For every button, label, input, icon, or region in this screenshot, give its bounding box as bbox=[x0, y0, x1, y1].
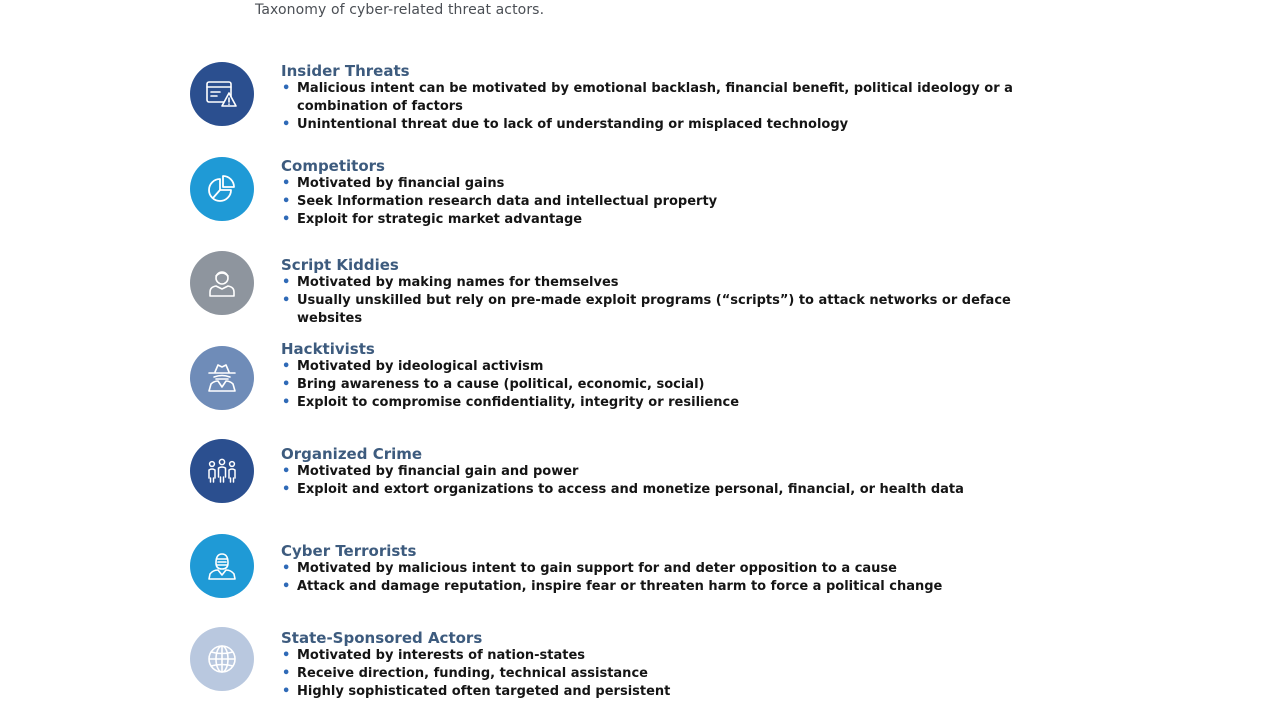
list-item bbox=[281, 463, 1052, 481]
insider-threats-icon-circle bbox=[190, 62, 254, 126]
bullet-text: Receive direction, funding, technical assistance bbox=[297, 666, 648, 681]
pie-chart-icon bbox=[204, 171, 240, 207]
browser-warning-icon bbox=[204, 76, 240, 112]
list-item bbox=[281, 683, 1052, 701]
list-item bbox=[281, 560, 1052, 578]
bullet-dot: • bbox=[282, 666, 291, 681]
bullet-dot: • bbox=[282, 464, 291, 479]
bullet-dot: • bbox=[282, 579, 291, 594]
list-item bbox=[281, 292, 1052, 328]
bullet-text: Highly sophisticated often targeted and persistent bbox=[297, 684, 671, 699]
list-item bbox=[281, 116, 1052, 134]
bullet-text: Motivated by financial gain and power bbox=[297, 464, 579, 479]
bullet-text: Motivated by malicious intent to gain support for and deter opposition to a cause bbox=[297, 561, 897, 576]
organized-crime-content bbox=[281, 445, 1081, 499]
bullet-dot: • bbox=[282, 176, 291, 191]
actor-title: Insider Threats bbox=[281, 62, 410, 80]
masked-person-icon bbox=[204, 548, 240, 584]
bullet-dot: • bbox=[282, 359, 291, 374]
list-item bbox=[281, 376, 1052, 394]
bullet-dot: • bbox=[282, 194, 291, 209]
cyber-terrorists-content bbox=[281, 542, 1081, 596]
list-item bbox=[281, 647, 1052, 665]
list-item bbox=[281, 211, 1052, 229]
group-of-people-icon bbox=[204, 453, 240, 489]
hacktivists-content bbox=[281, 340, 1081, 412]
bullet-text: Usually unskilled but rely on pre-made exploit programs (“scripts”) to attack networks or deface websites bbox=[297, 293, 1011, 326]
bullet-dot: • bbox=[282, 212, 291, 227]
actor-bullet-list bbox=[281, 80, 1081, 134]
bullet-text: Exploit to compromise confidentiality, integrity or resilience bbox=[297, 395, 740, 410]
list-item bbox=[281, 274, 1052, 292]
bullet-text: Exploit and extort organizations to access and monetize personal, financial, or health data bbox=[297, 482, 964, 497]
bullet-text: Motivated by financial gains bbox=[297, 176, 505, 191]
bullet-text: Motivated by making names for themselves bbox=[297, 275, 619, 290]
bullet-dot: • bbox=[282, 117, 291, 132]
bullet-text: Motivated by ideological activism bbox=[297, 359, 544, 374]
actor-title: Script Kiddies bbox=[281, 256, 399, 274]
script-kiddies-content bbox=[281, 256, 1081, 328]
bullet-dot: • bbox=[282, 395, 291, 410]
actor-title: Organized Crime bbox=[281, 445, 423, 463]
list-item bbox=[281, 193, 1052, 211]
actor-title: Cyber Terrorists bbox=[281, 542, 417, 560]
actor-title: State-Sponsored Actors bbox=[281, 629, 483, 647]
state-sponsored-icon-circle bbox=[190, 627, 254, 691]
figure-caption: Taxonomy of cyber-related threat actors. bbox=[255, 2, 545, 18]
bullet-dot: • bbox=[282, 648, 291, 663]
competitors-content bbox=[281, 157, 1081, 229]
bullet-dot: • bbox=[282, 482, 291, 497]
list-item bbox=[281, 394, 1052, 412]
script-kiddies-icon-circle bbox=[190, 251, 254, 315]
actor-bullet-list bbox=[281, 647, 1081, 701]
actor-bullet-list bbox=[281, 560, 1081, 596]
list-item bbox=[281, 80, 1052, 116]
bullet-dot: • bbox=[282, 377, 291, 392]
spy-hat-icon bbox=[204, 360, 240, 396]
insider-threats-content bbox=[281, 62, 1081, 134]
person-icon bbox=[204, 265, 240, 301]
list-item bbox=[281, 175, 1052, 193]
globe-icon bbox=[204, 641, 240, 677]
state-sponsored-content bbox=[281, 629, 1081, 701]
bullet-text: Motivated by interests of nation-states bbox=[297, 648, 586, 663]
bullet-text: Attack and damage reputation, inspire fear or threaten harm to force a political change bbox=[297, 579, 943, 594]
bullet-dot: • bbox=[282, 561, 291, 576]
hacktivists-icon-circle bbox=[190, 346, 254, 410]
bullet-text: Bring awareness to a cause (political, economic, social) bbox=[297, 377, 705, 392]
bullet-text: Malicious intent can be motivated by emotional backlash, financial benefit, political ideology or a combination of factors bbox=[297, 81, 1013, 114]
actor-bullet-list bbox=[281, 274, 1081, 328]
list-item bbox=[281, 481, 1052, 499]
list-item bbox=[281, 578, 1052, 596]
bullet-text: Unintentional threat due to lack of understanding or misplaced technology bbox=[297, 117, 849, 132]
organized-crime-icon-circle bbox=[190, 439, 254, 503]
bullet-dot: • bbox=[282, 684, 291, 699]
bullet-dot: • bbox=[282, 293, 291, 308]
actor-title: Competitors bbox=[281, 157, 385, 175]
list-item bbox=[281, 358, 1052, 376]
list-item bbox=[281, 665, 1052, 683]
actor-bullet-list bbox=[281, 175, 1081, 229]
actor-bullet-list bbox=[281, 358, 1081, 412]
bullet-text: Exploit for strategic market advantage bbox=[297, 212, 583, 227]
competitors-icon-circle bbox=[190, 157, 254, 221]
actor-title: Hacktivists bbox=[281, 340, 375, 358]
actor-bullet-list bbox=[281, 463, 1081, 499]
bullet-dot: • bbox=[282, 275, 291, 290]
cyber-terrorists-icon-circle bbox=[190, 534, 254, 598]
bullet-dot: • bbox=[282, 81, 291, 96]
bullet-text: Seek Information research data and intellectual property bbox=[297, 194, 718, 209]
